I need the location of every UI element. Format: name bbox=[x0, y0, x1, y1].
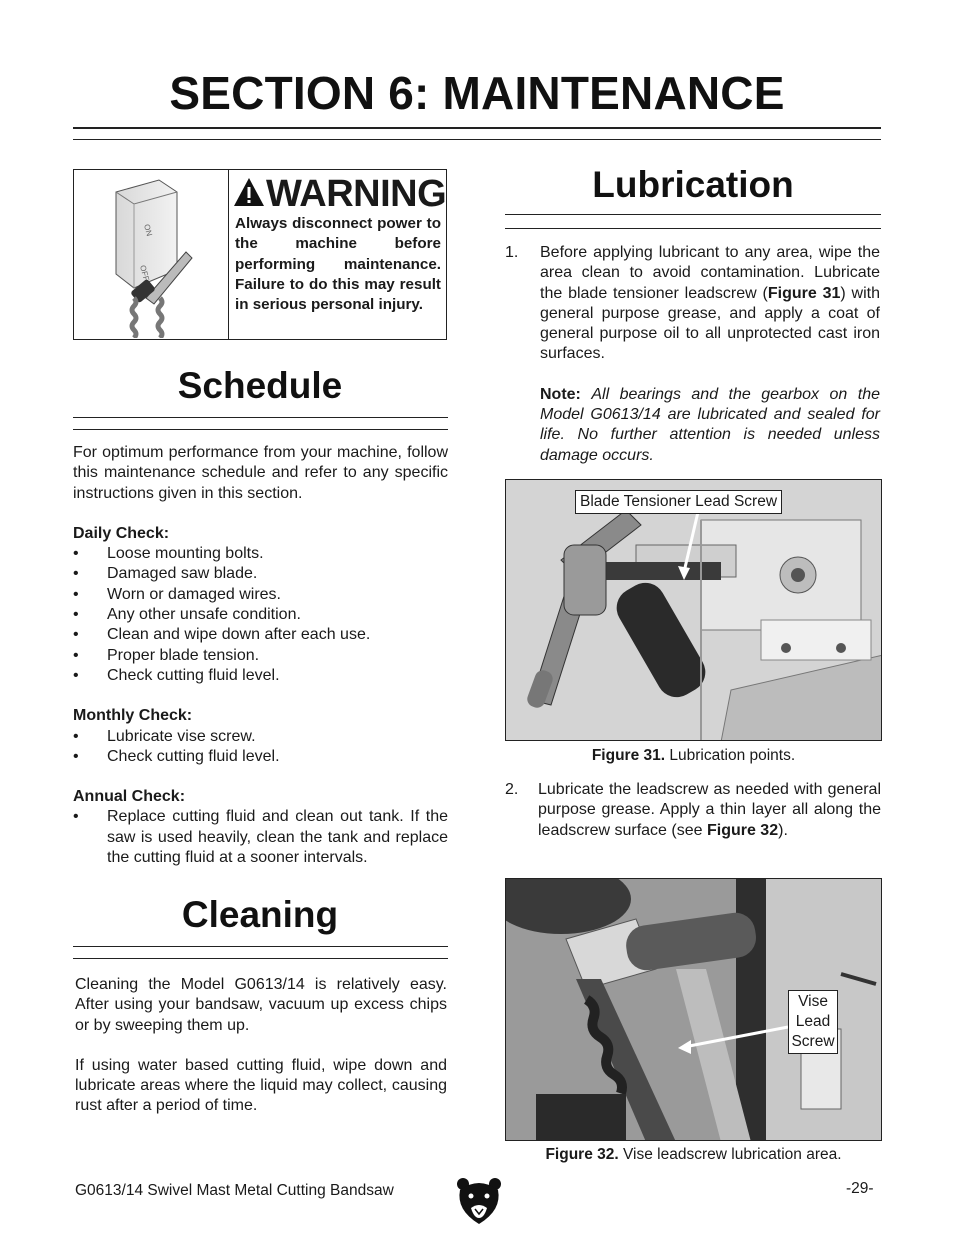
title-rule-top bbox=[73, 127, 881, 129]
cleaning-rule-2 bbox=[73, 958, 448, 959]
figure-31-photo bbox=[505, 479, 882, 741]
schedule-heading: Schedule bbox=[177, 365, 343, 406]
cleaning-para-2: If using water based cutting fluid, wipe down and lubricate areas where the liquid may collect, causing rust after a period of time. bbox=[75, 1056, 447, 1115]
lubrication-step-2: 2. Lubricate the leadscrew as needed with general purpose grease. Apply a thin layer all along the leadscrew surface (see Figure 32). bbox=[505, 781, 881, 839]
list-item: • Clean and wipe down after each use. bbox=[73, 625, 448, 645]
list-item: • Lubricate vise screw. bbox=[73, 727, 448, 747]
annual-check-title: Annual Check: bbox=[73, 788, 186, 806]
svg-text:ON: ON bbox=[142, 223, 154, 238]
cleaning-para-1: Cleaning the Model G0613/14 is relatively easy. After using your bandsaw, vacuum up excess chips or by sweeping them up. bbox=[75, 976, 447, 1034]
list-item: • Proper blade tension. bbox=[73, 646, 448, 666]
list-item: • Check cutting fluid level. bbox=[73, 747, 448, 767]
step-number: 1. bbox=[505, 244, 519, 261]
monthly-check-title: Monthly Check: bbox=[73, 707, 193, 725]
cleaning-heading: Cleaning bbox=[181, 894, 339, 935]
warning-box bbox=[73, 169, 447, 340]
list-item: • Worn or damaged wires. bbox=[73, 585, 448, 605]
footer-model: G0613/14 Swivel Mast Metal Cutting Bandsaw bbox=[75, 1182, 394, 1199]
cleaning-rule-1 bbox=[73, 946, 448, 947]
figure-ref: Figure 31 bbox=[767, 284, 841, 302]
page-title: SECTION 6: MAINTENANCE bbox=[169, 67, 785, 119]
figure-32-callout: Vise Lead Screw bbox=[788, 990, 838, 1054]
schedule-body bbox=[73, 443, 448, 868]
lubrication-step-1: 1. Before applying lubricant to any area, wipe the area clean to avoid contamination. Lubricate the blade tensioner leadscrew (Figure 31) with general purpose grease, and apply a coat of general purpose oil to all unprotected cast iron surfaces. Note: All bearings and the gearbox on the Model G0613/14 are lubricated and sealed for life. No further attention is needed unless damage occurs. bbox=[505, 243, 880, 466]
figure-31-callout: Blade Tensioner Lead Screw bbox=[575, 490, 782, 514]
schedule-rule-1 bbox=[73, 417, 448, 418]
power-switch-illustration bbox=[74, 170, 229, 339]
lubrication-rule-1 bbox=[505, 214, 881, 215]
figure-ref: Figure 32 bbox=[706, 821, 779, 839]
list-item: • Replace cutting fluid and clean out tank. If the saw is used heavily, clean the tank and replace the cutting fluid at a sooner intervals. bbox=[73, 807, 448, 868]
warning-text: Always disconnect power to the machine before performing maintenance. Failure to do this may result in serious personal injury. bbox=[235, 215, 441, 314]
list-item: • Damaged saw blade. bbox=[73, 564, 448, 584]
list-item: • Loose mounting bolts. bbox=[73, 544, 448, 564]
bear-head-logo bbox=[456, 1176, 502, 1231]
lubrication-note: Note: All bearings and the gearbox on the Model G0613/14 are lubricated and sealed for life. No further attention is needed unless damage occurs. bbox=[540, 385, 880, 464]
svg-text:OFF: OFF bbox=[138, 264, 151, 282]
daily-check-title: Daily Check: bbox=[73, 524, 170, 542]
lubrication-heading: Lubrication bbox=[592, 164, 794, 205]
warning-triangle-icon bbox=[232, 176, 266, 208]
lubrication-rule-2 bbox=[505, 228, 881, 229]
figure-32-caption: Figure 32. Vise leadscrew lubrication area. bbox=[545, 1146, 842, 1163]
schedule-intro: For optimum performance from your machine, follow this maintenance schedule and refer to any specific instructions given in this section. bbox=[73, 444, 448, 502]
figure-32-photo bbox=[505, 878, 882, 1141]
figure-31-caption: Figure 31. Lubrication points. bbox=[591, 747, 796, 764]
cleaning-body bbox=[75, 975, 447, 1117]
list-item: • Any other unsafe condition. bbox=[73, 605, 448, 625]
warning-heading: WARNING bbox=[232, 173, 446, 216]
step-number: 2. bbox=[505, 781, 519, 798]
title-rule-bottom bbox=[73, 139, 881, 140]
footer-page-number: -29- bbox=[846, 1180, 874, 1197]
list-item: • Check cutting fluid level. bbox=[73, 666, 448, 686]
schedule-rule-2 bbox=[73, 429, 448, 430]
